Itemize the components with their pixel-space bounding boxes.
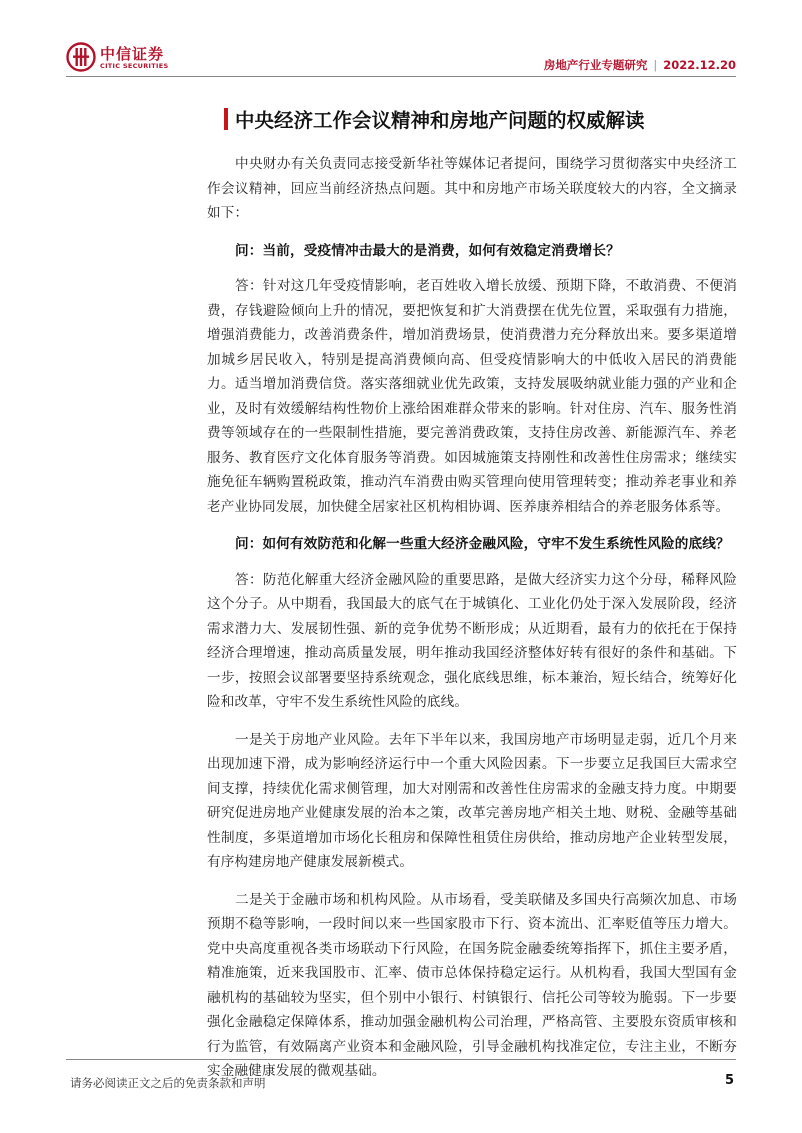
article-body [207, 152, 737, 1097]
logo-english-name: CITIC SECURITIES [100, 62, 169, 70]
answer-1: 答：针对这几年受疫情影响，老百姓收入增长放缓、预期下降，不敢消费、不便消费，存钱避险倾向上升的情况，要把恢复和扩大消费摆在优先位置，采取强有力措施，增强消费能力，改善消费条件，增加消费场景，使消费潜力充分释放出来。要多渠道增加城乡居民收入，特别是提高消费倾向高、但受疫情影响大的中低收入居民的消费能力。适当增加消费信贷。落实落细就业优先政策，支持发展吸纳就业能力强的产业和企业，及时有效缓解结构性物价上涨给困难群众带来的影响。针对住房、汽车、服务性消费等领域存在的一些限制性措施，要完善消费政策，支持住房改善、新能源汽车、养老服务、教育医疗文化体育服务等消费。如因城施策支持刚性和改善性住房需求；继续实施免征车辆购置税政策，推动汽车消费由购买管理向使用管理转变；推动养老事业和养老产业协同发展，加快健全居家社区机构相协调、医养康养相结合的养老服务体系等。 [207, 278, 737, 515]
question-2: 问：如何有效防范和化解一些重大经济金融风险，守牢不发生系统性风险的底线？ [235, 536, 730, 552]
header-separator: | [653, 58, 658, 72]
page-number: 5 [724, 1073, 734, 1088]
citic-logo-icon [66, 42, 96, 72]
section-title-marker [224, 108, 228, 130]
report-info [544, 57, 736, 73]
real-estate-risk-paragraph: 一是关于房地产业风险。去年下半年以来，我国房地产市场明显走弱，近几个月来出现加速下滑，成为影响经济运行中一个重大风险因素。下一步要立足我国巨大需求空间支撑，持续优化需求侧管理，加大对刚需和改善性住房需求的金融支持力度。中期要研究促进房地产业健康发展的治本之策，改革完善房地产相关土地、财税、金融等基础性制度，多渠道增加市场化长租房和保障性租赁住房供给，推动房地产企业转型发展，有序构建房地产健康发展新模式。 [207, 731, 737, 870]
question-1: 问：当前，受疫情冲击最大的是消费，如何有效稳定消费增长？ [235, 242, 620, 259]
page-header [0, 0, 802, 80]
footer-disclaimer: 请务必阅读正文之后的免责条款和声明 [70, 1076, 266, 1090]
header-divider [66, 76, 736, 77]
report-type: 房地产行业专题研究 [543, 58, 648, 72]
footer-divider [66, 1059, 736, 1060]
report-date: 2022.12.20 [663, 58, 736, 72]
citic-logo [66, 42, 176, 74]
logo-chinese-name: 中信证券 [100, 45, 165, 63]
intro-paragraph: 中央财办有关负责同志接受新华社等媒体记者提问，围绕学习贯彻落实中央经济工作会议精神，回应当前经济热点问题。其中和房地产市场关联度较大的内容，全文摘录如下： [207, 156, 737, 221]
section-title: 中央经济工作会议精神和房地产问题的权威解读 [235, 109, 645, 132]
answer-2: 答：防范化解重大经济金融风险的重要思路，是做大经济实力这个分母，稀释风险这个分子。从中期看，我国最大的底气在于城镇化、工业化仍处于深入发展阶段，经济需求潜力大、发展韧性强、新的竞争优势不断形成；从近期看，最有力的依托在于保持经济合理增速，推动高质量发展，明年推动我国经济整体好转有很好的条件和基础。下一步，按照会议部署要坚持系统观念，强化底线思维，标本兼治，短长结合，统筹好化险和改革，守牢不发生系统性风险的底线。 [207, 571, 737, 710]
financial-risk-paragraph: 二是关于金融市场和机构风险。从市场看，受美联储及多国央行高频次加息、市场预期不稳等影响，一段时间以来一些国家股市下行、资本流出、汇率贬值等压力增大。党中央高度重视各类市场联动下行风险，在国务院金融委统筹指挥下，抓住主要矛盾，精准施策，近来我国股市、汇率、债市总体保持稳定运行。从机构看，我国大型国有金融机构的基础较为坚实，但个别中小银行、村镇银行、信托公司等较为脆弱。下一步要强化金融稳定保障体系，推动加强金融机构公司治理，严格高管、主要股东资质审核和行为监管，有效隔离产业资本和金融风险，引导金融机构找准定位，专注主业，不断夯实金融健康发展的微观基础。 [207, 891, 737, 1079]
